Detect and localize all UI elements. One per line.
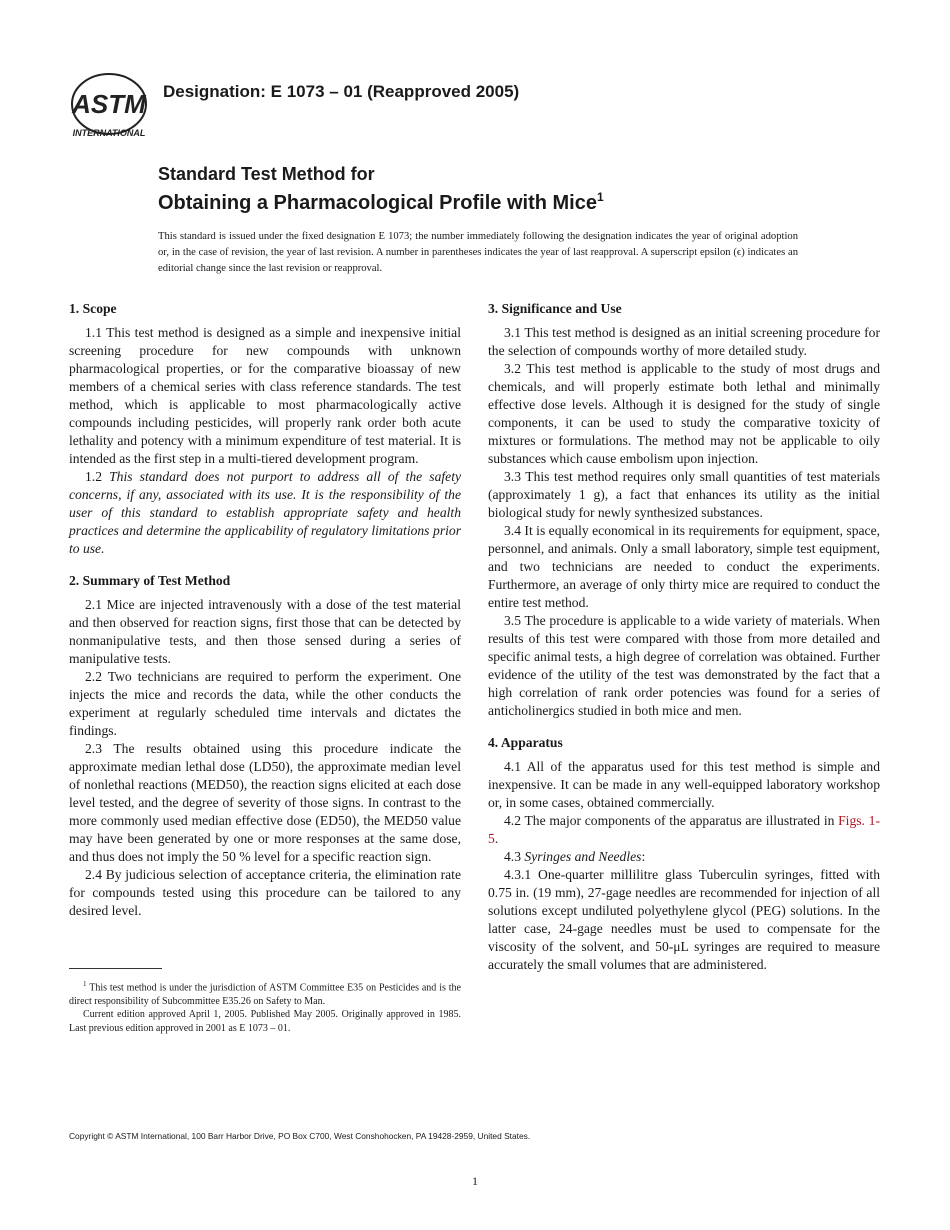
page-title xyxy=(158,163,604,215)
footnote-divider xyxy=(69,968,162,969)
paragraph-4-2-end: . xyxy=(494,831,499,846)
title-line-2-text: Obtaining a Pharmacological Profile with Mice xyxy=(158,192,597,214)
footnote-line-2: Current edition approved April 1, 2005. Published May 2005. Originally approved in 1985. Last previous edition approved in 2001 as E 1073 – 01. xyxy=(69,1009,461,1034)
svg-text:INTERNATIONAL: INTERNATIONAL xyxy=(72,128,146,138)
svg-text:ASTM: ASTM xyxy=(72,89,146,119)
footnote-text-1: This test method is under the jurisdiction of ASTM Committee E35 on Pesticides and is the direct responsibility of Subcommittee E35.26 on Safety to Man. xyxy=(69,982,461,1007)
paragraph-4-3-title: Syringes and Needles xyxy=(524,849,642,864)
paragraph-3-3: 3.3 This test method requires only small quantities of test materials (approximately 1 g), a fact that enhances its utility as the initial biological study for newly synthesized substances. xyxy=(488,469,880,520)
paragraph-4-2-text: 4.2 The major components of the apparatus are illustrated in xyxy=(504,813,839,828)
issued-note: This standard is issued under the fixed designation E 1073; the number immediately following the designation indicates the year of original adoption or, in the case of revision, the year of last revision. A number in parentheses indicates the year of last reapproval. A superscript epsilon (ϵ) indicates an editorial change since the last revision or reapproval. xyxy=(158,231,798,274)
footnote-line-1 xyxy=(69,978,461,1008)
section-heading-scope: 1. Scope xyxy=(69,301,117,316)
section-heading-significance: 3. Significance and Use xyxy=(488,301,622,316)
left-column xyxy=(69,300,461,920)
section-heading-apparatus: 4. Apparatus xyxy=(488,735,563,750)
section-heading-summary: 2. Summary of Test Method xyxy=(69,573,231,588)
footnote xyxy=(69,978,461,1035)
paragraph-4-1: 4.1 All of the apparatus used for this test method is simple and inexpensive. It can be made in any well-equipped laboratory workshop or, in some cases, obtained commercially. xyxy=(488,759,880,810)
paragraph-2-1: 2.1 Mice are injected intravenously with a dose of the test material and then observed for reaction signs, first those that can be detected by nonmanipulative tests, and then those sensed during a series of manipulative tests. xyxy=(69,597,461,666)
page-number: 1 xyxy=(472,1174,478,1188)
astm-logo xyxy=(68,70,150,140)
paragraph-3-1: 3.1 This test method is designed as an initial screening procedure for the selection of compounds worthy of more detailed study. xyxy=(488,325,880,358)
paragraph-4-2 xyxy=(488,812,880,848)
paragraph-1-2-number: 1.2 xyxy=(85,469,110,484)
right-column xyxy=(488,300,880,974)
paragraph-4-3 xyxy=(488,848,880,866)
paragraph-1-2-text: This standard does not purport to address all of the safety concerns, if any, associated with its use. It is the responsibility of the user of this standard to establish appropriate safety and health practices and determine the applicability of regulatory limitations prior to use. xyxy=(69,469,462,556)
paragraph-2-2: 2.2 Two technicians are required to perform the experiment. One injects the mice and records the data, while the other conducts the experiment at regularly scheduled time intervals and dictates the findings. xyxy=(69,669,461,738)
title-line-2 xyxy=(158,185,604,215)
paragraph-1-2 xyxy=(69,468,461,558)
paragraph-4-3-number: 4.3 xyxy=(504,849,525,864)
footnote-ref: 1 xyxy=(83,980,87,988)
paragraph-1-1: 1.1 This test method is designed as a simple and inexpensive initial screening procedure for new compounds with unknown pharmacological properties, or for the comparative bioassay of new members of a chemical series with class reference standards. The test method, which is applicable to most pharmacologically active compounds including pesticides, will properly rank order both acute lethality and potency with a minimum expenditure of test material. It is intended as the first step in a multi-tiered development program. xyxy=(69,325,461,466)
paragraph-4-3-end: : xyxy=(641,849,646,864)
paragraph-3-2: 3.2 This test method is applicable to the study of most drugs and chemicals, and will properly estimate both lethal and minimally effective dose levels. Although it is designed for the study of single components, it can be used to study the comparative toxicity of mixtures or formulations. The method may not be applicable to oily substances which cause embolism upon injection. xyxy=(488,361,880,466)
paragraph-3-4: 3.4 It is equally economical in its requirements for equipment, space, personnel, and animals. Only a small laboratory, simple test equipment, and two technicians are needed to conduct the experiments. Furthermore, an average of only thirty mice are required to conduct the entire test method. xyxy=(488,523,880,610)
designation: Designation: E 1073 – 01 (Reapproved 2005) xyxy=(163,82,520,101)
title-footnote-ref[interactable]: 1 xyxy=(596,190,604,204)
paragraph-2-4: 2.4 By judicious selection of acceptance criteria, the elimination rate for compounds tested using this procedure can be tailored to any desired level. xyxy=(69,867,461,918)
paragraph-2-3: 2.3 The results obtained using this procedure indicate the approximate median lethal dose (LD50), the approximate median level of nonlethal reactions (MED50), the reaction signs elicited at each dose level tested, and the degree of severity of those signs. In contrast to the more commonly used median effective dose (ED50), the MED50 value may have been generated by one or more responses at the same dose, and thus does not imply the 50 % level for a specific reaction sign. xyxy=(69,741,461,864)
paragraph-3-5: 3.5 The procedure is applicable to a wide variety of materials. When results of this test were compared with those from more detailed and specific animal tests, a high degree of correlation was obtained. Further evidence of the utility of the test was demonstrated by the fact that a high correlation of rank order potencies was found for a series of anticholinergics studied in both mice and men. xyxy=(488,613,880,718)
figs-link[interactable]: Figs. 1-5 xyxy=(488,813,881,846)
copyright: Copyright © ASTM International, 100 Barr Harbor Drive, PO Box C700, West Conshohocken, PA 19428-2959, United States. xyxy=(69,1131,531,1141)
paragraph-4-3-1: 4.3.1 One-quarter millilitre glass Tuberculin syringes, fitted with 0.75 in. (19 mm), 27-gage needles are recommended for injection of all solutions except undiluted polyethylene glycol (PEG) solutions. In the latter case, 24-gage needles must be used to compensate for the viscosity of the solvent, and 50-μL syringes are required to measure accurately the small volumes that are administered. xyxy=(488,867,880,972)
title-line-1: Standard Test Method for xyxy=(158,164,375,184)
